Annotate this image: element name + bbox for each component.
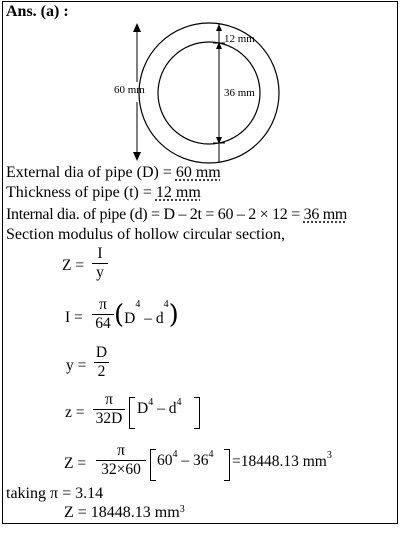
text-line-thickness: Thickness of pipe (t) = 12 mm (6, 184, 201, 201)
eq5-left-bracket (150, 449, 156, 481)
text-line-pi-value: taking π = 3.14 (6, 485, 104, 502)
eq1-fraction: $\frac{I}{y}$ (92, 245, 108, 282)
eq4-fraction: $\frac{\pi}{32D}$ (93, 391, 125, 428)
text-line-internal-dia: Internal dia. of pipe (d) = D – 2t = 60 – 2 × 12 = 36 mm (6, 206, 348, 223)
eq5-right-bracket (224, 449, 230, 481)
eq5-fraction: $\frac{\pi}{32\times 60}$ (96, 442, 146, 479)
eq5-result: =18448.13 $mm^3$ (232, 450, 332, 470)
arrowhead-down (133, 152, 141, 161)
eq5-bracket-expr: $60^4 - 36^4$ (157, 449, 214, 469)
eq5-lhs: Z = (64, 455, 87, 472)
eq1-lhs: Z = (62, 257, 85, 274)
text-line-final-answer: Z = 18448.13 $mm^3$ (64, 504, 185, 521)
eq2-lhs: I = (65, 309, 83, 326)
outer-circle (139, 23, 279, 163)
eq2-fraction: $\frac{\pi}{64}$ (92, 296, 114, 333)
answer-heading: Ans. (a) : (6, 3, 69, 20)
arrowhead-up (133, 23, 141, 32)
text-line-section-modulus: Section modulus of hollow circular section, (6, 226, 286, 243)
eq4-right-bracket (194, 397, 200, 429)
outer-diameter-label: 60 mm (114, 84, 145, 96)
arrowhead-top-outer (216, 24, 222, 31)
inner-diameter-label: 36 mm (224, 87, 255, 99)
eq4-bracket-expr: $D^4 - d^4$ (137, 397, 182, 417)
eq3-lhs: y = (66, 357, 87, 374)
eq4-lhs: z = (65, 404, 85, 421)
eq2-bracket-expr: $(D^4 - d^4)$ (114, 299, 179, 330)
text-line-external-dia: External dia of pipe (D) = 60 mm (6, 164, 221, 181)
eq4-left-bracket (129, 397, 135, 429)
thickness-label: 12 mm (224, 33, 255, 45)
eq3-fraction: $\frac{D}{2}$ (95, 344, 108, 380)
